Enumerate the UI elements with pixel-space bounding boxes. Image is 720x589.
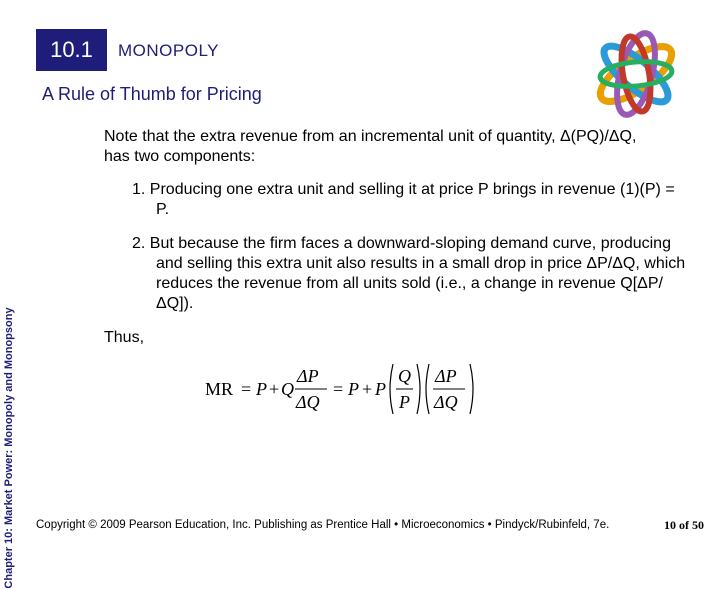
- formula-eq-2: =: [333, 379, 344, 399]
- chapter-sidebar: [0, 140, 18, 589]
- formula-eq-1: =: [241, 379, 252, 399]
- section-number-badge: [36, 29, 107, 71]
- formula-p-4: P: [399, 392, 410, 412]
- copyright-footer: Copyright © 2009 Pearson Education, Inc. Publishing as Prentice Hall • Microeconomics • Pindyck/Rubinfeld, 7e.: [36, 519, 610, 531]
- component-item-1: 1. Producing one extra unit and selling it at price P brings in revenue (1)(P) = P.: [132, 181, 675, 218]
- formula-dp-1: ΔP: [297, 366, 319, 386]
- formula-dq-2: ΔQ: [434, 392, 458, 412]
- formula-plus-2: +: [362, 379, 373, 399]
- slide-subtitle: A Rule of Thumb for Pricing: [42, 84, 262, 104]
- section-title: MONOPOLY: [118, 41, 219, 60]
- intro-paragraph: Note that the extra revenue from an incremental unit of quantity, Δ(PQ)/ΔQ, has two components:: [104, 128, 637, 165]
- formula-dq-1: ΔQ: [296, 392, 320, 412]
- formula-plus-1: +: [269, 379, 280, 399]
- marginal-revenue-formula: [205, 358, 525, 420]
- formula-q-1: Q: [281, 379, 294, 399]
- formula-p-1: P: [256, 379, 267, 399]
- formula-p-3: P: [375, 379, 386, 399]
- formula-dp-2: ΔP: [435, 366, 457, 386]
- formula-mr: MR: [205, 379, 234, 399]
- section-number: 10.1: [50, 37, 93, 62]
- thus-label: Thus,: [104, 329, 145, 346]
- component-item-2: 2. But because the firm faces a downward-sloping demand curve, producing and selling this extra unit also results in a small drop in price ΔP/ΔQ, which reduces the revenue from all units sold (i.e., a change in revenue Q[ΔP/ΔQ]).: [132, 235, 686, 312]
- formula-p-2: P: [348, 379, 359, 399]
- page-number: 10 of 50: [664, 518, 704, 532]
- interlocking-rings-logo-icon: [580, 18, 692, 130]
- chapter-label: Chapter 10: Market Power: Monopoly and Monopsony: [3, 307, 15, 589]
- formula-q-2: Q: [398, 366, 411, 386]
